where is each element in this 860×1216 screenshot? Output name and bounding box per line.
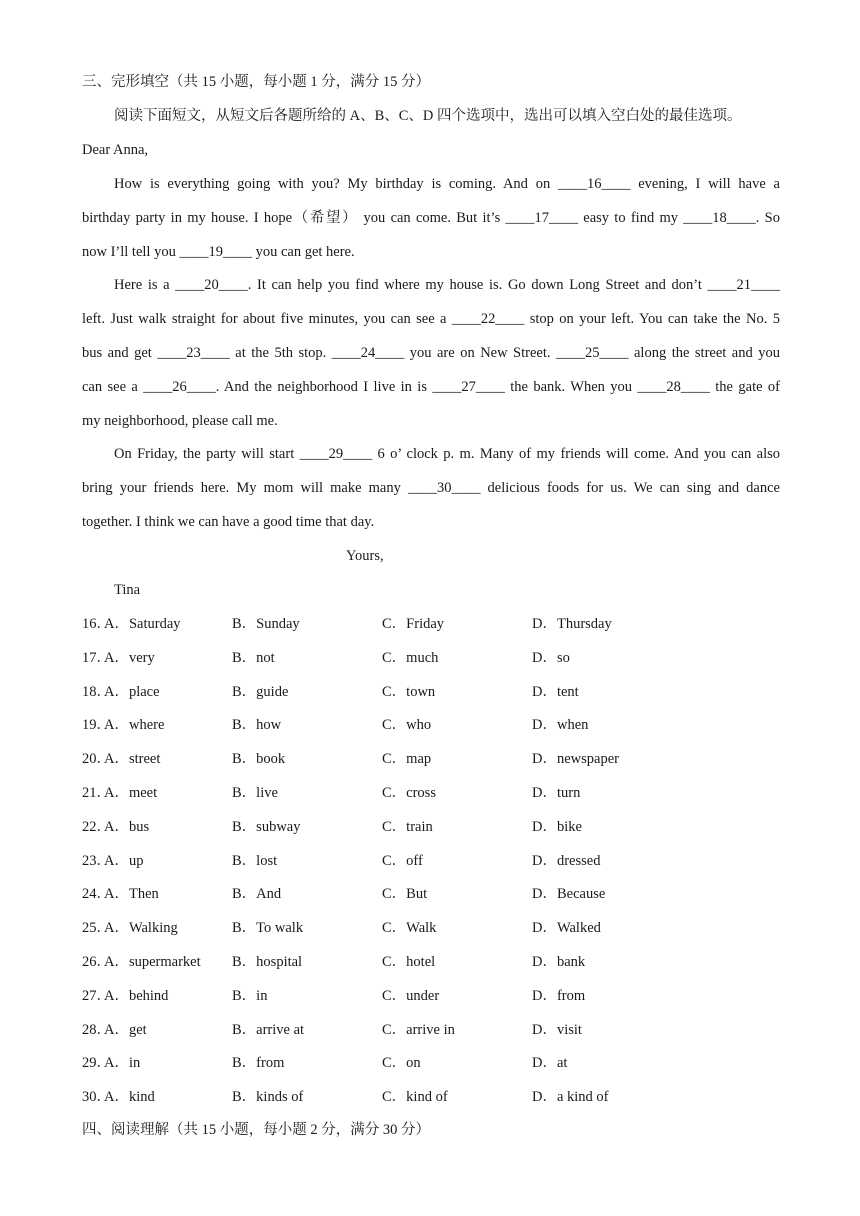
option-b: B．hospital — [232, 954, 303, 970]
option-c: C．map — [382, 751, 432, 768]
paragraph-line: bus and get ____23____ at the 5th stop. ____24____ you are on New Street. ____25____ along the street and you — [82, 345, 780, 361]
option-d: D．from — [532, 987, 586, 1004]
question-number: 19． — [82, 717, 111, 734]
question-number: 24． — [82, 886, 111, 903]
option-a: A．where — [104, 717, 165, 734]
option-b: B．guide — [232, 683, 289, 700]
option-b: B．in — [232, 987, 268, 1004]
option-d: D．tent — [532, 683, 579, 700]
option-b: B．live — [232, 785, 278, 801]
option-c: C．hotel — [382, 954, 436, 970]
option-d: D．at — [532, 1055, 568, 1072]
option-d: D．bank — [532, 954, 586, 970]
option-b: B．not — [232, 649, 275, 666]
option-b: B．To walk — [232, 920, 304, 937]
paragraph-line: On Friday, the party will start ____29____ 6 o’ clock p. m. Many of my friends will come. And you can also — [114, 446, 780, 462]
question-number: 20． — [82, 751, 111, 768]
option-a: A．behind — [104, 987, 169, 1004]
paragraph-line: Here is a ____20____. It can help you find where my house is. Go down Long Street and don’t ____21____ — [114, 277, 780, 293]
paragraph-line: now I’ll tell you ____19____ you can get here. — [82, 244, 355, 260]
option-c: C．who — [382, 717, 432, 734]
question-number: 26． — [82, 954, 111, 970]
option-c: C．under — [382, 987, 440, 1004]
option-b: B．how — [232, 717, 282, 734]
option-c: C．off — [382, 852, 423, 869]
question-number: 17． — [82, 649, 111, 666]
option-b: B．arrive at — [232, 1021, 305, 1038]
question-number: 18． — [82, 683, 111, 700]
option-c: C．on — [382, 1055, 421, 1072]
option-c: C．train — [382, 818, 433, 835]
option-d: D．visit — [532, 1021, 582, 1038]
option-a: A．Walking — [104, 920, 178, 937]
option-d: D．Thursday — [532, 616, 612, 632]
question-row — [82, 1020, 780, 1040]
letter-salutation: Dear Anna, — [82, 142, 149, 158]
option-c: C．town — [382, 683, 436, 700]
option-d: D．so — [532, 649, 570, 666]
option-b: B．book — [232, 751, 286, 768]
option-b: B．from — [232, 1055, 285, 1072]
option-a: A．supermarket — [104, 954, 201, 970]
option-c: C．cross — [382, 785, 436, 801]
option-d: D．newspaper — [532, 751, 619, 768]
letter-signature: Tina — [114, 582, 141, 598]
question-row — [82, 1053, 780, 1073]
option-c: C．But — [382, 886, 428, 903]
option-a: A．get — [104, 1021, 147, 1038]
option-c: C．kind of — [382, 1089, 448, 1106]
paragraph-line: together. I think we can have a good time that day. — [82, 514, 375, 530]
section-heading: 四、阅读理解（共 15 小题，每小题 2 分，满分 30 分） — [82, 1122, 430, 1138]
question-number: 25． — [82, 920, 111, 937]
question-row — [82, 817, 780, 837]
option-c: C．Friday — [382, 616, 445, 632]
option-b: B．Sunday — [232, 616, 300, 632]
option-b: B．subway — [232, 818, 301, 835]
option-a: A．bus — [104, 818, 150, 835]
question-row — [82, 918, 780, 938]
question-number: 22． — [82, 818, 111, 835]
option-d: D．Walked — [532, 920, 601, 937]
paragraph-line: birthday party in my house. I hope（希望） you can come. But it’s ____17____ easy to find my ____18____. So — [82, 210, 780, 226]
question-row — [82, 614, 780, 634]
option-a: A．Saturday — [104, 616, 181, 632]
question-row — [82, 1087, 780, 1107]
option-c: C．arrive in — [382, 1021, 455, 1038]
option-d: D．turn — [532, 785, 581, 801]
question-row — [82, 682, 780, 702]
question-number: 27． — [82, 987, 111, 1004]
option-a: A．in — [104, 1055, 141, 1072]
paragraph-line: left. Just walk straight for about five minutes, you can see a ____22____ stop on your left. You can take the No. 5 — [82, 311, 780, 327]
question-row — [82, 952, 780, 972]
option-a: A．very — [104, 649, 155, 666]
paragraph-line: my neighborhood, please call me. — [82, 413, 278, 429]
question-row — [82, 749, 780, 769]
option-a: A．up — [104, 852, 144, 869]
paragraph-line: bring your friends here. My mom will make many ____30____ delicious foods for us. We can sing and dance — [82, 480, 780, 496]
letter-closing: Yours, — [346, 548, 384, 564]
option-b: B．And — [232, 886, 282, 903]
option-c: C．much — [382, 649, 439, 666]
paragraph-line: can see a ____26____. And the neighborhood I live in is ____27____ the bank. When you ____28____ the gate of — [82, 379, 780, 395]
section-instruction: 阅读下面短文，从短文后各题所给的 A、B、C、D 四个选项中，选出可以填入空白处的最佳选项。 — [114, 108, 742, 124]
question-number: 16． — [82, 616, 111, 632]
option-a: A．street — [104, 751, 161, 768]
question-row — [82, 851, 780, 871]
question-number: 28． — [82, 1021, 111, 1038]
option-d: D．dressed — [532, 852, 601, 869]
option-d: D．a kind of — [532, 1089, 609, 1106]
question-number: 30． — [82, 1089, 111, 1106]
question-number: 23． — [82, 852, 111, 869]
question-number: 29． — [82, 1055, 111, 1072]
option-d: D．bike — [532, 818, 582, 835]
option-b: B．lost — [232, 852, 278, 869]
question-row — [82, 884, 780, 904]
option-d: D．when — [532, 717, 589, 734]
option-a: A．Then — [104, 886, 159, 903]
question-number: 21． — [82, 785, 111, 801]
paragraph-line: How is everything going with you? My birthday is coming. And on ____16____ evening, I will have a — [114, 176, 780, 192]
question-row — [82, 648, 780, 668]
option-a: A．kind — [104, 1089, 155, 1106]
question-row — [82, 715, 780, 735]
section-heading: 三、完形填空（共 15 小题，每小题 1 分，满分 15 分） — [82, 74, 430, 90]
option-d: D．Because — [532, 886, 606, 903]
question-row — [82, 986, 780, 1006]
option-a: A．place — [104, 683, 160, 700]
option-a: A．meet — [104, 785, 158, 801]
option-c: C．Walk — [382, 920, 437, 937]
option-b: B．kinds of — [232, 1089, 304, 1106]
question-row — [82, 783, 780, 803]
